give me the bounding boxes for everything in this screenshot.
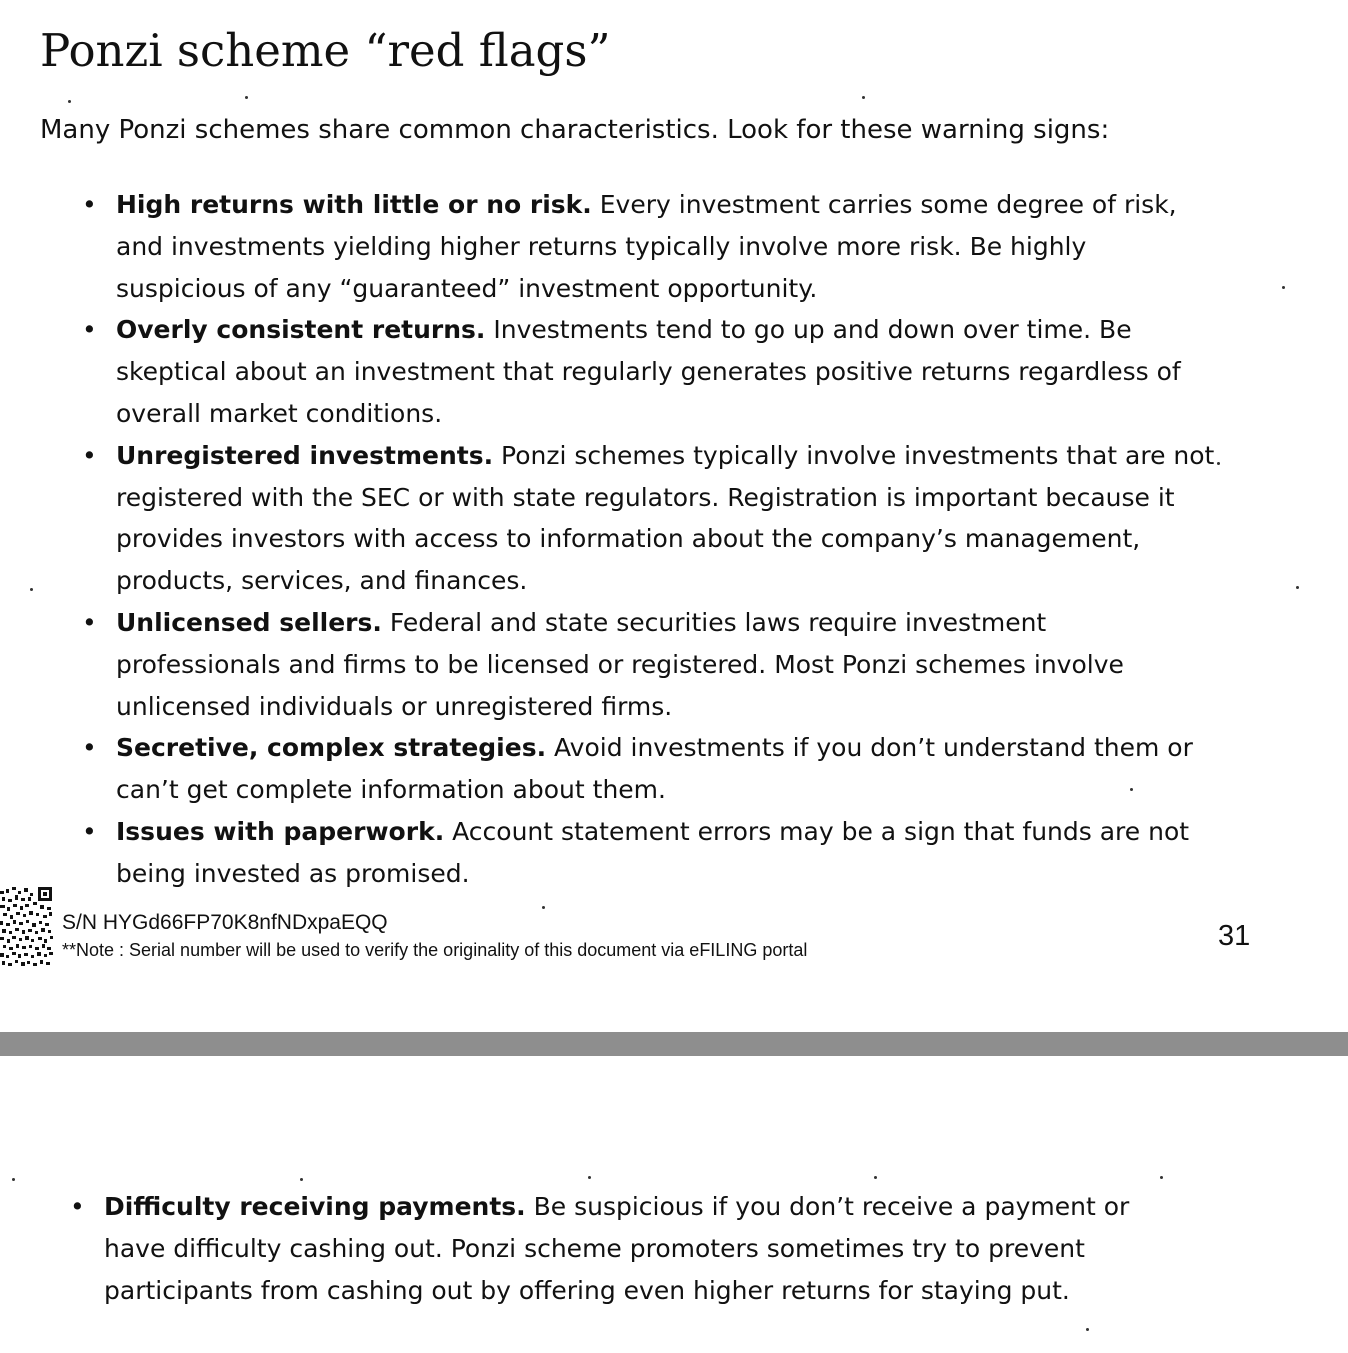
list-item-lead: Unlicensed sellers. — [116, 607, 382, 637]
red-flags-list-continued — [0, 1186, 1348, 1311]
bullet-icon: • — [82, 733, 97, 763]
scan-speck — [1160, 1176, 1163, 1179]
serial-number: S/N HYGd66FP70K8nfNDxpaEQQ — [62, 911, 388, 934]
list-item-text: Account statement errors may be a sign that funds are not being invested as promised. — [116, 816, 1190, 888]
page-heading: Ponzi scheme “red flags” — [40, 24, 611, 77]
list-item-text: Ponzi schemes typically involve investments that are not registered with the SEC or with state regulators. Registration is important because it provides investors with access to information about the company’s management, products, services, and finances. — [116, 440, 1215, 596]
scan-speck — [245, 96, 248, 99]
list-item-lead: Overly consistent returns. — [116, 315, 486, 345]
scan-speck — [588, 1176, 591, 1179]
scan-speck — [12, 1178, 15, 1181]
scan-speck — [1296, 586, 1299, 589]
red-flags-list — [0, 184, 1348, 895]
list-item-lead: High returns with little or no risk. — [116, 190, 592, 219]
qr-code-icon — [0, 885, 54, 969]
list-item-text: Avoid investments if you don’t understand them or can’t get complete information about them. — [116, 733, 1193, 805]
scan-speck — [542, 906, 545, 909]
bullet-icon: • — [70, 1192, 85, 1221]
list-item — [0, 309, 1216, 434]
list-item-lead: Unregistered investments. — [116, 440, 494, 470]
scan-speck — [300, 1178, 303, 1181]
list-item-lead: Secretive, complex strategies. — [116, 733, 547, 763]
list-item — [0, 811, 1216, 895]
scan-speck — [1130, 788, 1133, 791]
page-divider — [0, 1032, 1348, 1056]
list-item — [0, 1186, 1194, 1311]
list-item-lead: Difficulty receiving payments. — [104, 1192, 526, 1221]
scan-speck — [1282, 286, 1285, 289]
bullet-icon: • — [82, 440, 97, 470]
intro-paragraph: Many Ponzi schemes share common characteristics. Look for these warning signs: — [40, 115, 1110, 145]
list-item — [0, 184, 1216, 309]
bullet-icon: • — [82, 315, 97, 345]
scan-speck — [1086, 1328, 1089, 1331]
document-page-32 — [0, 1056, 1348, 1353]
scan-speck — [30, 588, 33, 591]
serial-note: **Note : Serial number will be used to verify the originality of this document via eFILING portal — [62, 940, 808, 960]
scan-speck — [68, 100, 71, 103]
list-item — [0, 727, 1216, 811]
list-item — [0, 602, 1216, 727]
scan-speck — [862, 96, 865, 99]
list-item-text: Investments tend to go up and down over time. Be skeptical about an investment that regularly generates positive returns regardless of overall market conditions. — [116, 315, 1181, 428]
list-item-text: Be suspicious if you don’t receive a payment or have difficulty cashing out. Ponzi scheme promoters sometimes try to prevent participants from cashing out by offering even higher returns for staying put. — [104, 1192, 1130, 1305]
list-item-text: Every investment carries some degree of risk, and investments yielding higher returns typically involve more risk. Be highly suspicious of any “guaranteed” investment opportunity. — [116, 190, 1177, 303]
page-number: 31 — [1218, 920, 1251, 952]
bullet-icon: • — [82, 816, 97, 846]
list-item-lead: Issues with paperwork. — [116, 816, 445, 846]
bullet-icon: • — [82, 190, 97, 219]
list-item-text: Federal and state securities laws require investment professionals and firms to be licensed or registered. Most Ponzi schemes involve unlicensed individuals or unregistered firms. — [116, 607, 1124, 721]
scan-speck — [874, 1176, 877, 1179]
bullet-icon: • — [82, 607, 97, 637]
scan-speck — [1217, 462, 1220, 465]
list-item — [0, 435, 1216, 602]
